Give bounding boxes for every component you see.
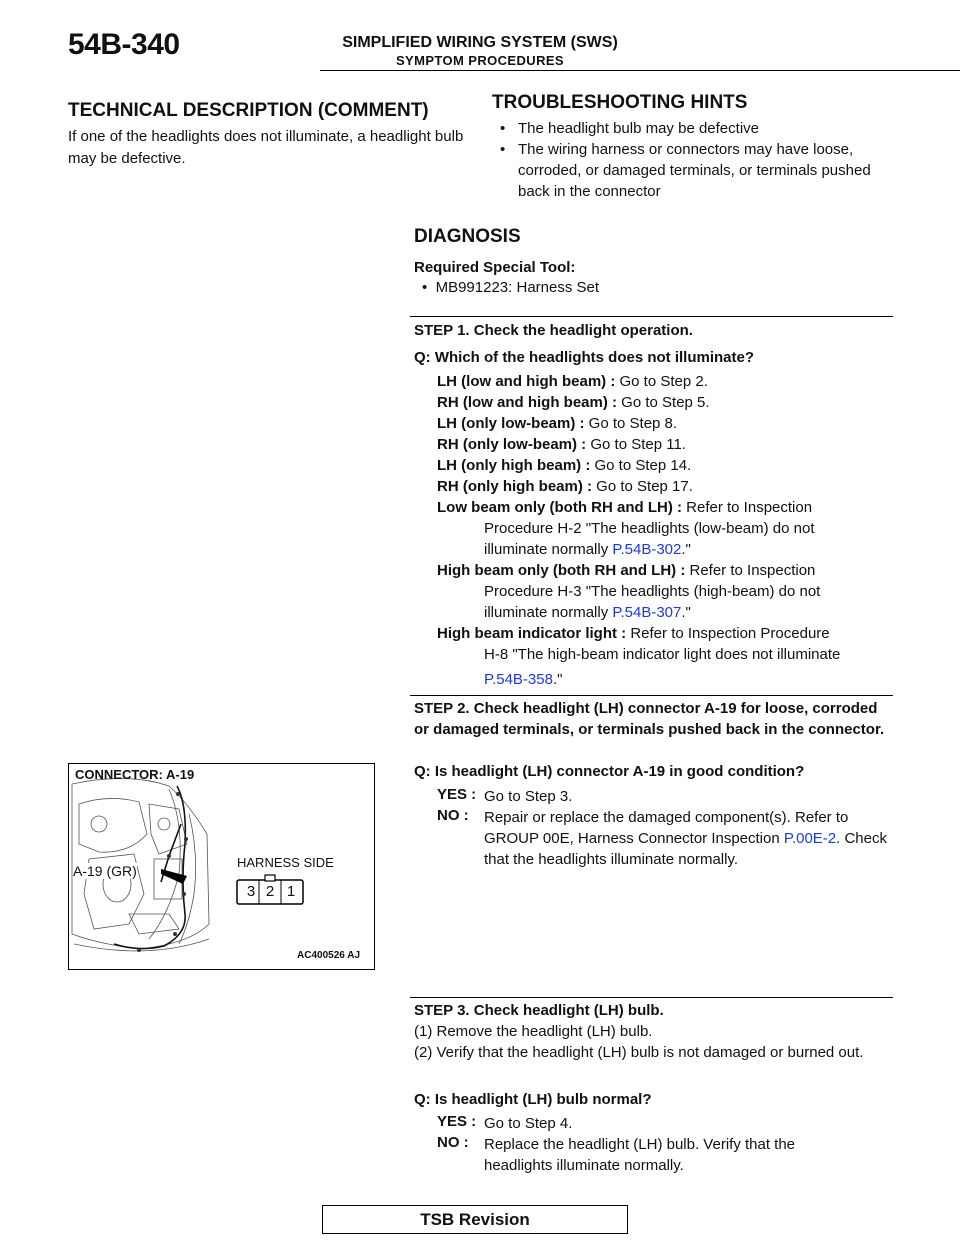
step3-substep-2: (2) Verify that the headlight (LH) bulb is not damaged or burned out. xyxy=(414,1044,864,1061)
figure-code: AC400526 AJ xyxy=(297,950,361,961)
connector-pin: 1 xyxy=(286,883,296,900)
technical-description-heading: TECHNICAL DESCRIPTION (COMMENT) xyxy=(68,100,429,121)
step1-answer: LH (only high beam) : Go to Step 14. xyxy=(437,457,692,474)
bullet-icon: • xyxy=(500,120,506,137)
link-p54b-302[interactable]: P.54B-302 xyxy=(612,541,682,558)
required-tool-label: Required Special Tool: xyxy=(414,259,576,276)
step1-rule xyxy=(410,316,893,317)
figure-callout: A-19 (GR) xyxy=(73,863,137,879)
step2-yes-text: Go to Step 3. xyxy=(484,788,573,805)
section-subtitle: SYMPTOM PROCEDURES xyxy=(395,53,565,68)
step3-title: STEP 3. Check headlight (LH) bulb. xyxy=(414,1002,664,1019)
step1-answer: LH (only low-beam) : Go to Step 8. xyxy=(437,415,678,432)
step2-title: STEP 2. Check headlight (LH) connector A-19 for loose, corroded or damaged terminals, or terminals pushed back in the connector. xyxy=(414,700,885,738)
bullet-icon: • xyxy=(422,279,436,296)
step1-answer: RH (only high beam) : Go to Step 17. xyxy=(437,478,693,495)
step1-answer-low-beam: Low beam only (both RH and LH) : Refer to Inspection Procedure H-2 "The headlights (low-beam) do not illuminate normally P.54B-302." xyxy=(437,499,815,558)
step1-answer: RH (only low-beam) : Go to Step 11. xyxy=(437,436,686,453)
step3-yes-text: Go to Step 4. xyxy=(484,1115,573,1132)
bullet-icon: • xyxy=(500,141,506,158)
step1-answer: LH (low and high beam) : Go to Step 2. xyxy=(437,373,708,390)
link-p54b-307[interactable]: P.54B-307 xyxy=(612,604,682,621)
figure-connector-label: CONNECTOR: A-19 xyxy=(75,767,195,782)
step1-answer-high-beam: High beam only (both RH and LH) : Refer to Inspection Procedure H-3 "The headlights (high-beam) do not illuminate normally P.54B-307." xyxy=(437,562,821,621)
step2-rule xyxy=(410,695,893,696)
link-p00e-2[interactable]: P.00E-2 xyxy=(783,830,837,847)
step1-answer: RH (low and high beam) : Go to Step 5. xyxy=(437,394,710,411)
hint-text: The headlight bulb may be defective xyxy=(518,120,759,137)
hint-text: The wiring harness or connectors may have loose, corroded, or damaged terminals, or terminals pushed back in the connector xyxy=(518,141,871,200)
figure-harness-side: HARNESS SIDE xyxy=(237,855,334,870)
step3-no-text: Replace the headlight (LH) bulb. Verify that the headlights illuminate normally. xyxy=(484,1136,796,1174)
step2-no-text: Repair or replace the damaged component(s). Refer to GROUP 00E, Harness Connector Inspection P.00E-2. Check that the headlights illuminate normally. xyxy=(484,809,887,868)
step3-no-label: NO : xyxy=(437,1134,469,1151)
step1-title: STEP 1. Check the headlight operation. xyxy=(414,322,693,339)
page-number: 54B-340 xyxy=(68,28,180,61)
step3-substep-1: (1) Remove the headlight (LH) bulb. xyxy=(414,1023,653,1040)
diagnosis-heading: DIAGNOSIS xyxy=(414,226,521,247)
step1-answer-indicator: High beam indicator light : Refer to Inspection Procedure H-8 "The high-beam indicator light does not illuminate P.54B-358." xyxy=(437,625,841,688)
troubleshooting-hints-list xyxy=(500,118,892,202)
step3-question: Q: Is headlight (LH) bulb normal? xyxy=(414,1091,652,1108)
list-item xyxy=(500,139,892,202)
step2-question: Q: Is headlight (LH) connector A-19 in good condition? xyxy=(414,763,805,780)
connector-pin: 3 xyxy=(246,883,256,900)
connector-pin: 2 xyxy=(265,883,275,900)
required-tool-text: MB991223: Harness Set xyxy=(435,279,600,296)
link-p54b-358[interactable]: P.54B-358 xyxy=(484,671,553,688)
step3-yes-label: YES : xyxy=(437,1113,477,1130)
section-title: SIMPLIFIED WIRING SYSTEM (SWS) xyxy=(342,34,618,51)
list-item xyxy=(500,118,892,139)
technical-description-text: If one of the headlights does not illuminate, a headlight bulb may be defective. xyxy=(68,128,464,167)
troubleshooting-hints-heading: TROUBLESHOOTING HINTS xyxy=(492,92,748,113)
connector-figure xyxy=(68,763,375,970)
step1-question: Q: Which of the headlights does not illuminate? xyxy=(414,349,754,366)
required-tool-item xyxy=(422,279,599,296)
step2-yes-label: YES : xyxy=(437,786,477,803)
step2-no-label: NO : xyxy=(437,807,469,824)
header-rule xyxy=(320,70,960,71)
step3-rule xyxy=(410,997,893,998)
tsb-revision-box: TSB Revision xyxy=(322,1205,628,1234)
